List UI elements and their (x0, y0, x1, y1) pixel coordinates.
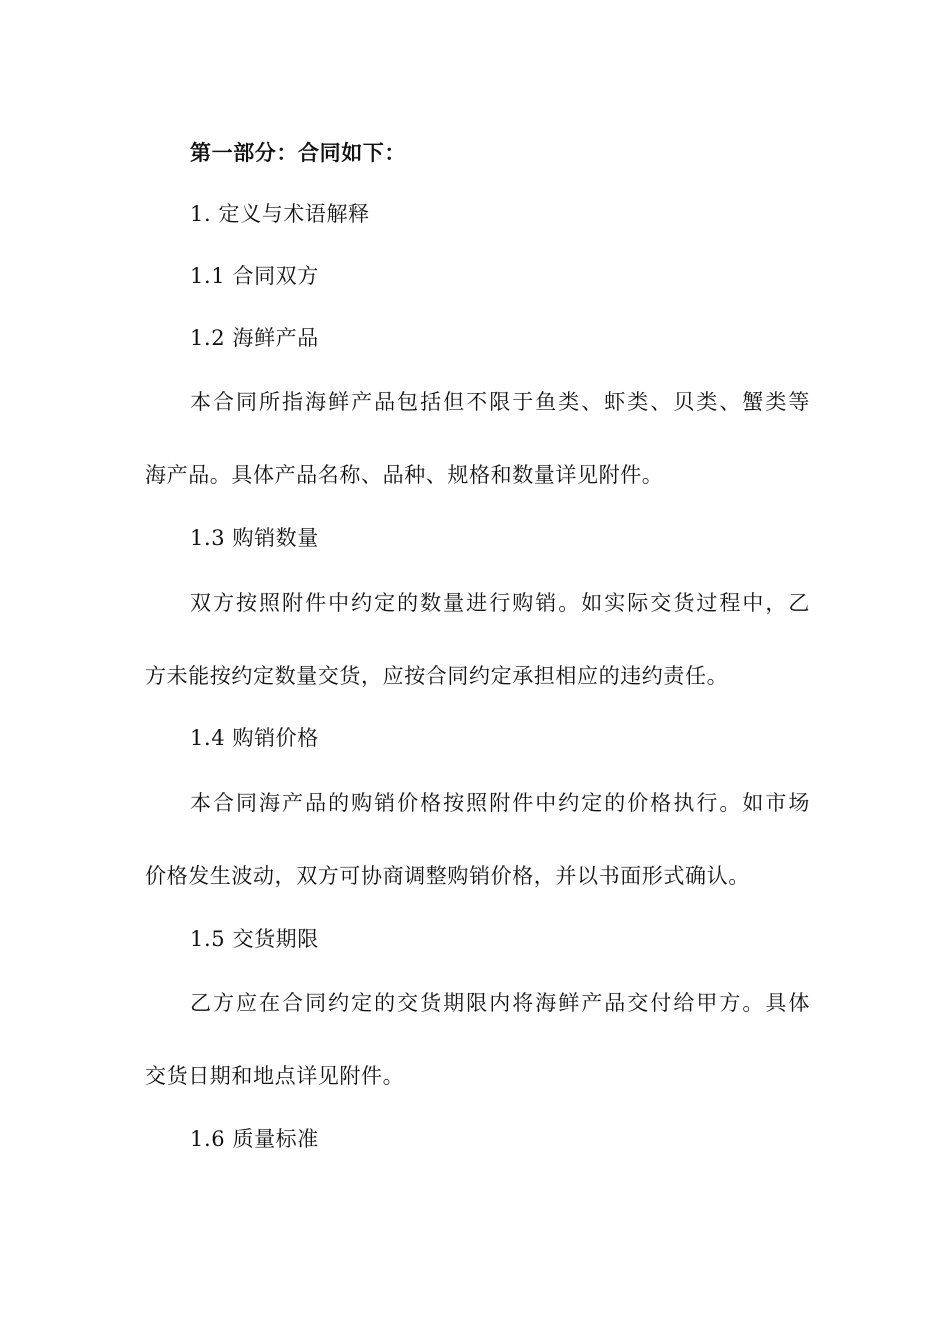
paragraph-1-3-line-1: 双方按照附件中约定的数量进行购销。如实际交货过程中，乙 (190, 591, 810, 615)
paragraph-1-4-line-1: 本合同海产品的购销价格按照附件中约定的价格执行。如市场 (190, 791, 810, 815)
subsection-heading-1-6: 1.6 质量标准 (190, 1127, 319, 1151)
subsection-heading-1-2: 1.2 海鲜产品 (190, 326, 319, 350)
part-title: 第一部分：合同如下： (190, 141, 406, 165)
paragraph-1-2-line-2: 海产品。具体产品名称、品种、规格和数量详见附件。 (145, 463, 664, 487)
paragraph-1-5-line-2: 交货日期和地点详见附件。 (145, 1064, 405, 1088)
section-heading-1: 1. 定义与术语解释 (190, 202, 370, 226)
subsection-heading-1-3: 1.3 购销数量 (190, 526, 319, 550)
paragraph-1-2-line-1: 本合同所指海鲜产品包括但不限于鱼类、虾类、贝类、蟹类等 (190, 390, 810, 414)
paragraph-1-5-line-1: 乙方应在合同约定的交货期限内将海鲜产品交付给甲方。具体 (190, 991, 810, 1015)
paragraph-1-4-line-2: 价格发生波动，双方可协商调整购销价格，并以书面形式确认。 (145, 864, 750, 888)
subsection-heading-1-4: 1.4 购销价格 (190, 726, 319, 750)
subsection-heading-1-5: 1.5 交货期限 (190, 927, 319, 951)
paragraph-1-3-line-2: 方未能按约定数量交货，应按合同约定承担相应的违约责任。 (145, 664, 729, 688)
subsection-heading-1-1: 1.1 合同双方 (190, 264, 319, 288)
